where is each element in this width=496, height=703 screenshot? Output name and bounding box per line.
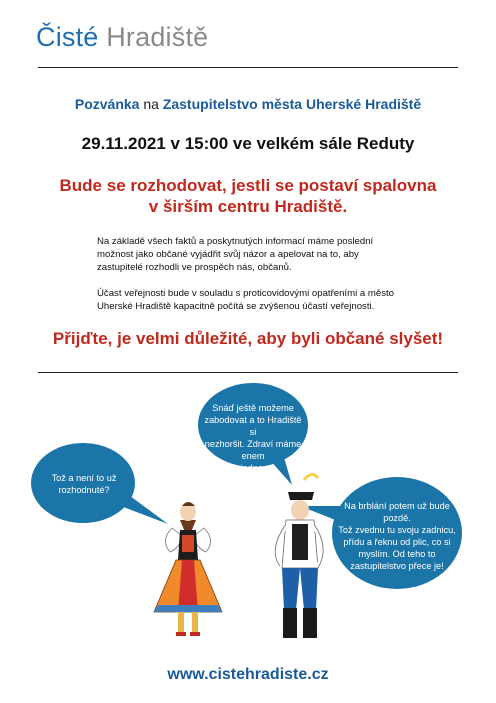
left-bubble-line-2: rozhodnuté? [58, 485, 110, 495]
right-bubble-text [337, 500, 457, 572]
left-bubble-tail [118, 493, 168, 524]
right-bubble-line-6: zastupitelstvo přece je! [350, 561, 444, 571]
paragraph-1-line-3: zastupitelé rozhodli ve prospěch nás, občanů. [97, 262, 292, 273]
left-bubble-text [44, 472, 124, 496]
man-figure [275, 474, 323, 638]
paragraph-2-line-1: Účast veřejnosti bude v souladu s proticovidovými opatřeními a město [97, 288, 395, 299]
logo-part-city: Hradiště [106, 22, 209, 52]
right-bubble-line-1: Na brblání potem už bude [344, 501, 450, 511]
right-bubble-line-3: Tož zvednu tu svoju zadnicu, [338, 525, 456, 535]
middle-bubble-text [200, 402, 306, 474]
right-bubble-line-2: pozdě. [383, 513, 411, 523]
middle-bubble-line-2: zabodovat a to Hradiště si [204, 415, 302, 437]
paragraph-1-line-1: Na základě všech faktů a poskytnutých informací máme poslední [97, 236, 374, 247]
paragraph-1-line-2: možnost jako občané vyjádřit svůj názor a apelovat na to, aby [97, 249, 359, 260]
logo-part-cleaned: Čisté [36, 22, 99, 52]
middle-bubble-line-3: nezhoršit. Zdraví máme enem [204, 439, 302, 461]
call-to-action: Přijďte, je velmi důležité, aby byli občané slyšet! [52, 329, 444, 348]
invite-connector: na [143, 96, 159, 112]
middle-bubble-line-1: Snáď ještě možeme [212, 403, 294, 413]
paragraph-2-line-2: Uherské Hradiště kapacitně počítá se zvýšenou účastí veřejnosti. [97, 301, 375, 312]
right-bubble-line-5: myslím. Od teho to [358, 549, 436, 559]
headline-line-1: Bude se rozhodovat, jestli se postaví spalovna [59, 176, 437, 195]
website-link[interactable]: www.cistehradiste.cz [167, 666, 329, 683]
invite-word: Pozvánka [74, 96, 140, 112]
invite-event: Zastupitelstvo města Uherské Hradiště [162, 96, 422, 112]
event-date: 29.11.2021 v 15:00 ve velkém sále Reduty [81, 134, 415, 153]
headline-line-2: v širším centru Hradiště. [148, 197, 348, 216]
middle-bubble-line-4: jedno. [240, 463, 266, 473]
right-bubble-line-4: přídu a řeknu od plic, co si [343, 537, 451, 547]
left-bubble-line-1: Tož a není to už [51, 473, 117, 483]
